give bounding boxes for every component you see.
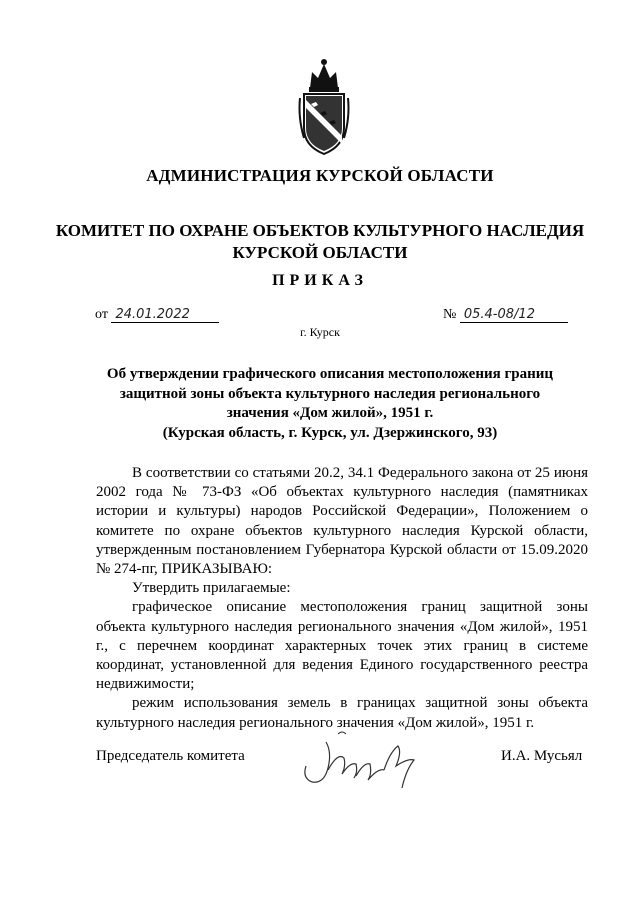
document-title (90, 365, 570, 443)
committee-heading-line1: КОМИТЕТ ПО ОХРАНЕ ОБЪЕКТОВ КУЛЬТУРНОГО НАСЛЕДИЯ (55, 221, 585, 240)
committee-heading-line2: КУРСКОЙ ОБЛАСТИ (232, 243, 408, 262)
handwritten-signature-icon (298, 722, 428, 794)
document-type-heading: ПРИКАЗ (272, 272, 368, 289)
title-line3: значения «Дом жилой», 1951 г. (226, 405, 434, 421)
order-number (443, 307, 568, 323)
date-handwritten: 24.01.2022 (111, 307, 219, 323)
order-date (95, 307, 219, 323)
title-line1: Об утверждении графического описания местоположения границ (106, 366, 554, 382)
title-line4: (Курская область, г. Курск, ул. Дзержинского, 93) (162, 424, 498, 441)
date-prefix: от (95, 307, 108, 322)
body-paragraph-2: Утвердить прилагаемые: (132, 580, 291, 597)
city-label: г. Курск (300, 325, 340, 339)
number-handwritten: 05.4-08/12 (460, 307, 568, 323)
committee-heading (0, 220, 640, 264)
signatory-position: Председатель комитета (96, 748, 245, 764)
document-body (96, 464, 588, 733)
body-paragraph-3: графическое описание местоположения границ защитной зоны объекта культурного наследия регионального значения «Дом жилой», 1951 г., с перечнем координат характерных точек этих границ в системе координат, установленной для ведения Единого государственного реестра недвижимости; (96, 599, 588, 693)
body-paragraph-1: В соответствии со статьями 20.2, 34.1 Федерального закона от 25 июня 2002 года № 73-ФЗ «Об объектах культурного наследия (памятниках истории и культуры) народов Российской Федерации», Положением о комитете по охране объектов культурного наследия Курской области, утвержденным постановлением Губернатора Курской области от 15.09.2020 № 274-пг, ПРИКАЗЫВАЮ: (96, 465, 588, 578)
title-line2: защитной зоны объекта культурного наследия регионального (119, 385, 541, 402)
signatory-name: И.А. Мусьял (501, 748, 583, 764)
number-prefix: № (443, 307, 457, 322)
administration-heading: АДМИНИСТРАЦИЯ КУРСКОЙ ОБЛАСТИ (146, 166, 494, 185)
coat-of-arms-icon (298, 58, 350, 158)
body-paragraph-4: режим использования земель в границах защитной зоны объекта культурного наследия регионального значения «Дом жилой», 1951 г. (96, 695, 588, 731)
